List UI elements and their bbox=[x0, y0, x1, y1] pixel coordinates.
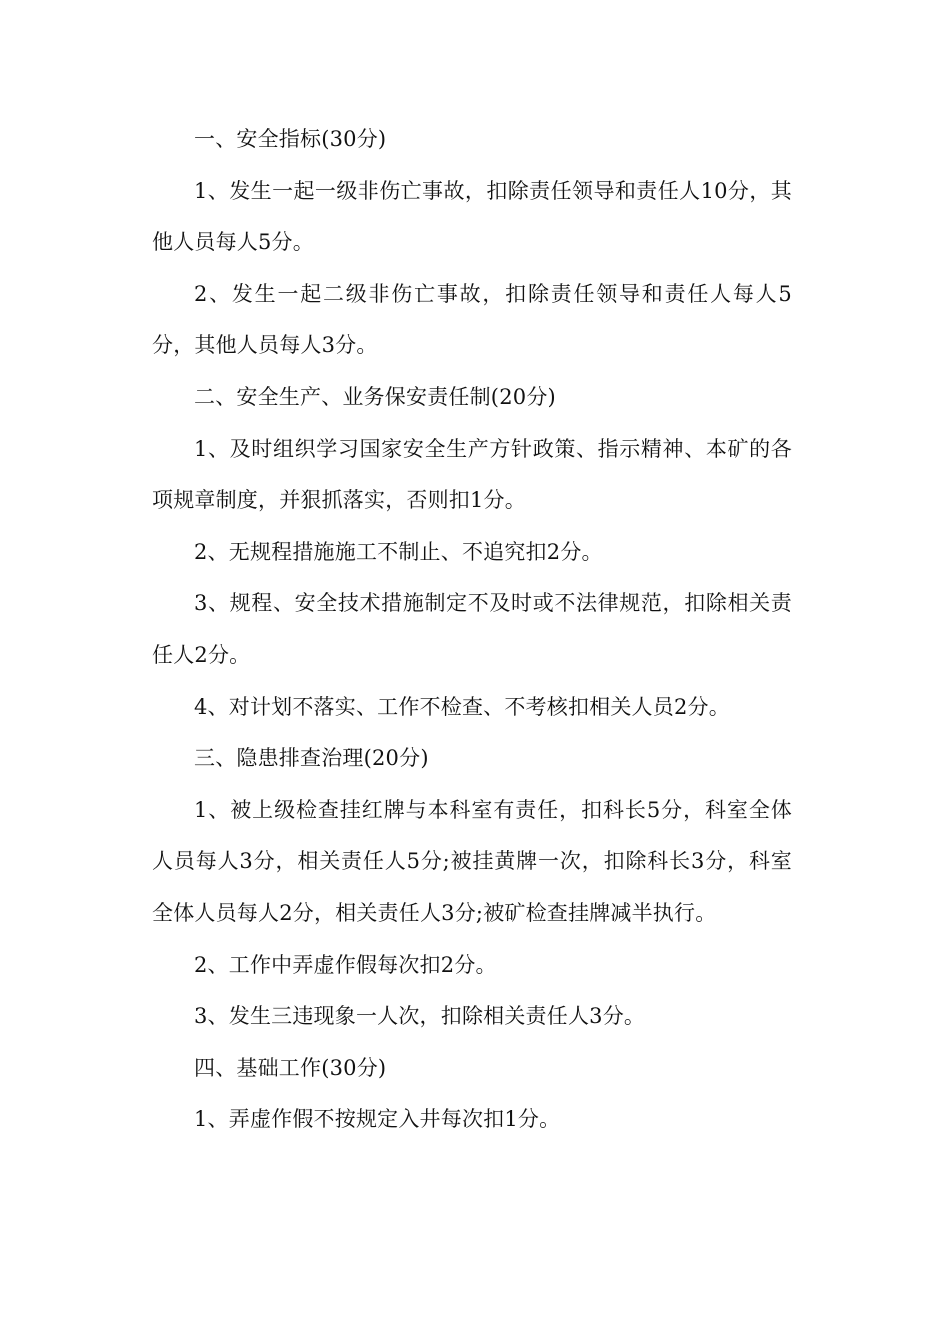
section-heading-hazard-investigation: 三、隐患排查治理(20分) bbox=[194, 746, 429, 771]
section-heading-basic-work: 四、基础工作(30分) bbox=[194, 1055, 387, 1080]
section-heading-responsibility-system: 二、安全生产、业务保安责任制(20分) bbox=[194, 384, 556, 409]
paragraph-item: 2、发生一起二级非伤亡事故，扣除责任领导和责任人每人5分，其他人员每人3分。 bbox=[152, 281, 792, 358]
paragraph-item: 1、发生一起一级非伤亡事故，扣除责任领导和责任人10分，其他人员每人5分。 bbox=[152, 178, 792, 255]
paragraph-item: 2、无规程措施施工不制止、不追究扣2分。 bbox=[194, 539, 603, 564]
paragraph-item: 3、规程、安全技术措施制定不及时或不法律规范，扣除相关责任人2分。 bbox=[152, 591, 792, 667]
paragraph-item: 3、发生三违现象一人次，扣除相关责任人3分。 bbox=[194, 1004, 646, 1029]
paragraph-item: 4、对计划不落实、工作不检查、不考核扣相关人员2分。 bbox=[194, 694, 730, 719]
paragraph-item: 1、被上级检查挂红牌与本科室有责任，扣科长5分，科室全体人员每人3分，相关责任人5分;被挂黄牌一次，扣除科长3分，科室全体人员每人2分，相关责任人3分;被矿检查挂牌减半执行。 bbox=[152, 797, 792, 925]
section-heading-safety-indicators: 一、安全指标(30分) bbox=[194, 127, 387, 151]
paragraph-item: 1、弄虚作假不按规定入井每次扣1分。 bbox=[194, 1107, 561, 1132]
document-body bbox=[152, 114, 792, 1146]
paragraph-item: 2、工作中弄虚作假每次扣2分。 bbox=[194, 952, 497, 977]
paragraph-item: 1、及时组织学习国家安全生产方针政策、指示精神、本矿的各项规章制度，并狠抓落实，否则扣1分。 bbox=[152, 436, 792, 513]
